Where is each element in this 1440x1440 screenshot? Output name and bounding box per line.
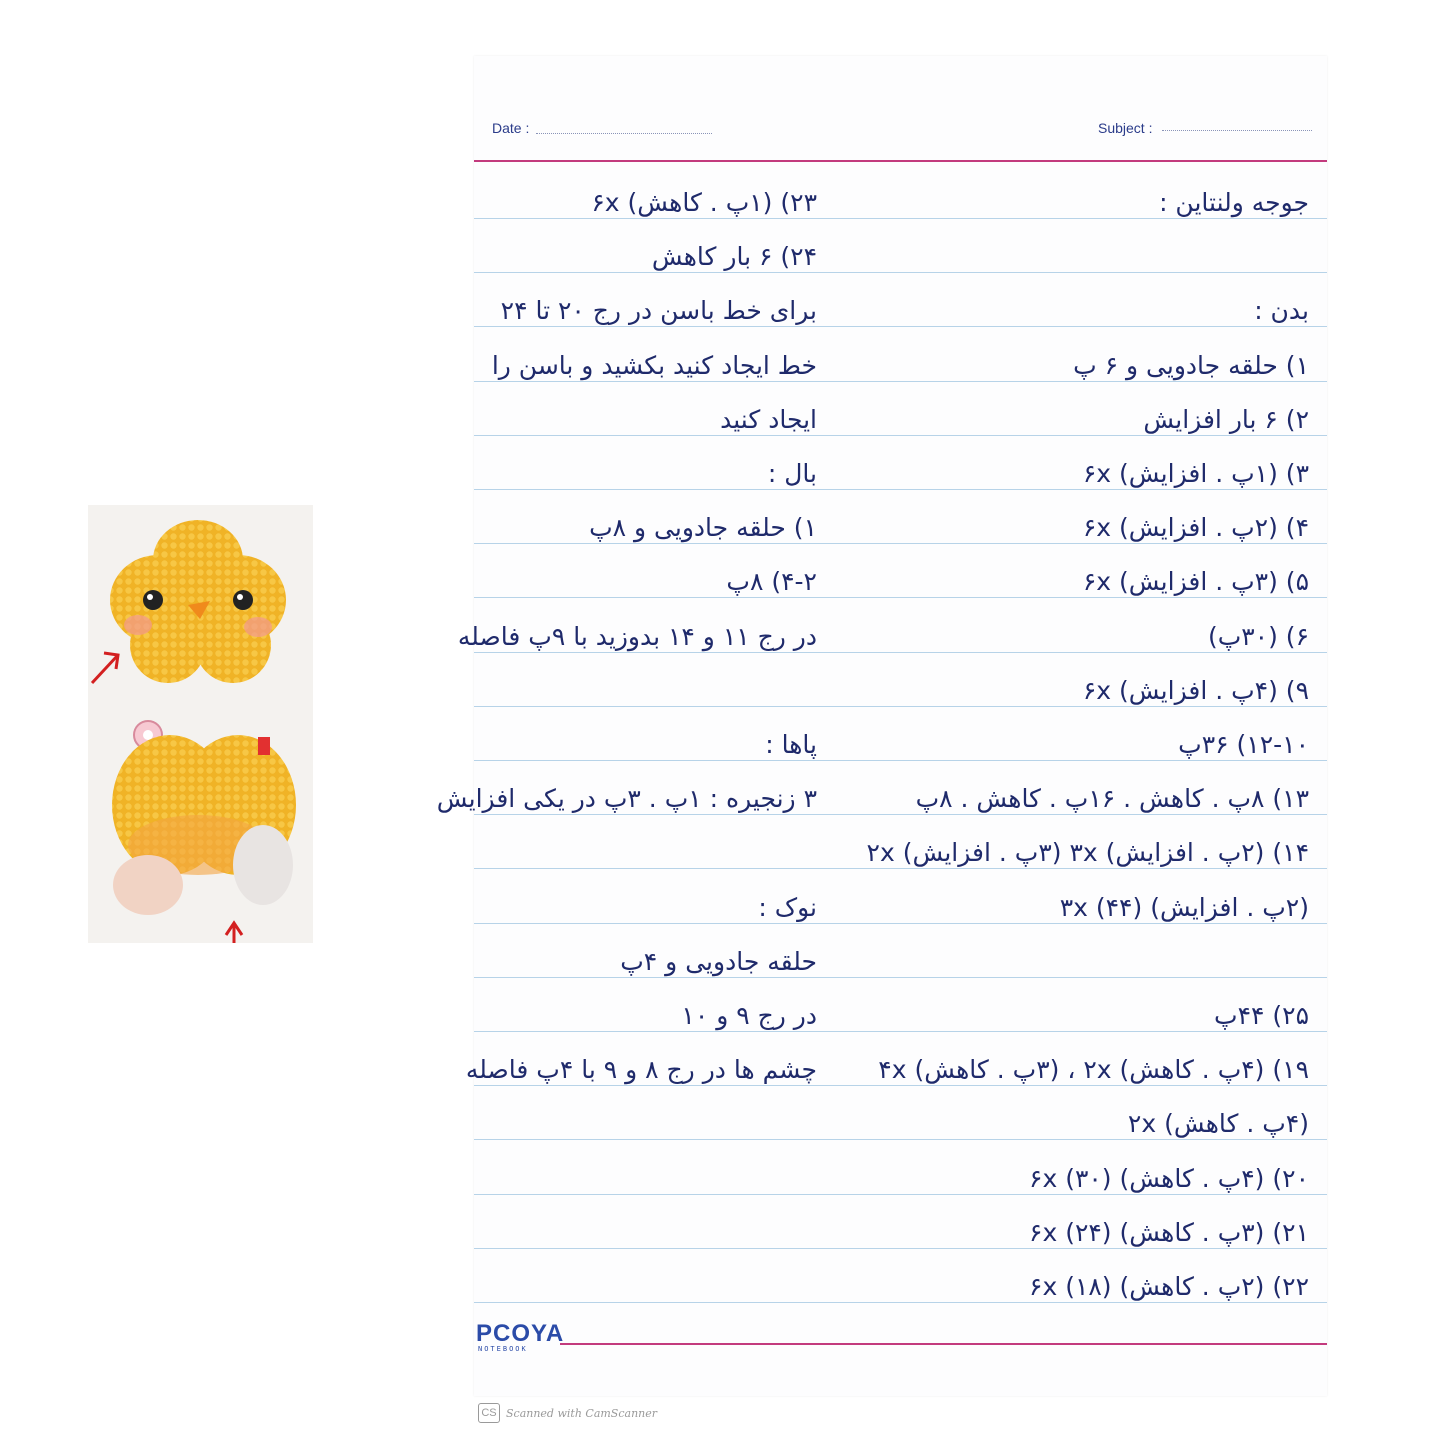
handwritten-line: ۲) ۶ بار افزایش [1143, 405, 1309, 434]
scanner-watermark [478, 1402, 657, 1424]
chick-photo [88, 505, 313, 943]
handwritten-line: ۴) (۲پ . افزایش) ۶x [1082, 513, 1309, 542]
handwritten-line: ۱۹) (۴پ . کاهش) ۲x ، (۳پ . کاهش) ۴x [878, 1055, 1309, 1084]
notebook-page [436, 56, 1327, 1396]
handwritten-line: در رج ۱۱ و ۱۴ بدوزید با ۹پ فاصله [457, 622, 817, 651]
handwritten-line: ۲۵) ۴۴پ [1214, 1001, 1309, 1030]
scanner-text: Scanned with CamScanner [506, 1406, 658, 1420]
handwritten-line: ۲۳) (۱پ . کاهش) ۶x [591, 188, 817, 217]
handwritten-line: ۲۲) (۲پ . کاهش) ۶x (۱۸) [1029, 1272, 1309, 1301]
handwritten-line: ۳ زنجیره : ۱پ . ۳پ در یکی افزایش [436, 784, 817, 813]
brand-subtitle: NOTEBOOK [478, 1345, 528, 1353]
handwritten-line: بال : [767, 459, 817, 488]
page-header [474, 116, 1327, 146]
handwritten-line: نوک : [758, 893, 817, 922]
bottom-margin-line [560, 1343, 1327, 1345]
date-label: Date : [492, 120, 530, 136]
handwritten-line: ۱) حلقه جادویی و ۶ پ [1073, 351, 1309, 380]
handwritten-line: ۶) (۳۰پ) [1207, 622, 1309, 651]
handwritten-line: بدن : [1254, 296, 1309, 325]
handwritten-line: چشم ها در رج ۸ و ۹ با ۴پ فاصله [465, 1055, 817, 1084]
handwritten-line: ۲۴) ۶ بار کاهش [651, 242, 817, 271]
handwritten-line: ۵) (۳پ . افزایش) ۶x [1082, 567, 1309, 596]
subject-line [1162, 130, 1312, 131]
subject-label: Subject : [1098, 120, 1153, 136]
camscanner-icon: CS [478, 1403, 500, 1423]
chick-front-view [110, 520, 286, 683]
arrow-icon [226, 923, 242, 943]
ruled-line [474, 977, 1327, 978]
handwritten-line: (۲پ . افزایش) ۳x (۴۴) [1059, 893, 1309, 922]
arrow-icon [92, 653, 118, 683]
ruled-line [474, 1031, 1327, 1032]
handwritten-line: ایجاد کنید [720, 405, 817, 434]
handwritten-line: حلقه جادویی و ۴پ [620, 947, 817, 976]
chick-back-view [112, 721, 296, 915]
handwritten-line: ۱۴) (۲پ . افزایش) ۳x (۳پ . افزایش) ۲x [866, 838, 1309, 867]
handwritten-line: ۱) حلقه جادویی و ۸پ [589, 513, 817, 542]
handwritten-line: ۱۲-۱۰) ۳۶پ [1178, 730, 1309, 759]
handwritten-line: ۹) (۴پ . افزایش) ۶x [1082, 676, 1309, 705]
handwritten-line: پاها : [765, 730, 817, 759]
brand-logo: PCOYA [476, 1320, 565, 1347]
handwritten-line: جوجه ولنتاین : [1159, 188, 1309, 217]
ruled-line [474, 272, 1327, 273]
handwritten-line: ۱۳) ۸پ . کاهش . ۱۶پ . کاهش . ۸پ [915, 784, 1309, 813]
date-line [536, 133, 712, 134]
top-margin-line [474, 160, 1327, 162]
handwritten-line: برای خط باسن در رج ۲۰ تا ۲۴ [500, 296, 817, 325]
handwritten-line: ۳) (۱پ . افزایش) ۶x [1082, 459, 1309, 488]
handwritten-line: خط ایجاد کنید بکشید و باسن را [491, 351, 817, 380]
handwritten-line: در رج ۹ و ۱۰ [681, 1001, 817, 1030]
handwritten-line: ۲۰) (۴پ . کاهش) ۶x (۳۰) [1029, 1164, 1309, 1193]
handwritten-line: ۲۱) (۳پ . کاهش) ۶x (۲۴) [1029, 1218, 1309, 1247]
handwritten-line: ۴-۲) ۸پ [726, 567, 817, 596]
handwritten-line: (۴پ . کاهش) ۲x [1127, 1109, 1309, 1138]
